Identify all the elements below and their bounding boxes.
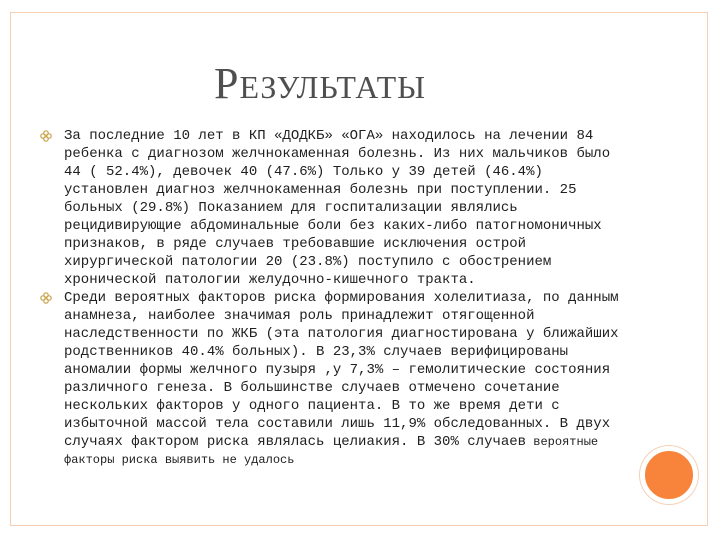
decorative-orange-circle bbox=[640, 446, 698, 504]
slide-title bbox=[0, 58, 640, 109]
bullet-item-1 bbox=[40, 127, 620, 289]
flower-bullet-icon bbox=[40, 130, 52, 142]
flower-bullet-icon bbox=[40, 292, 52, 304]
bullet-text-2-small: вероятные факторы риска выявить не удалось bbox=[64, 435, 599, 467]
bullet-text-1: За последние 10 лет в КП «ДОДКБ» «ОГА» находилось на лечении 84 ребенка с диагнозом желчнокаменная болезнь. Из них мальчиков было 44 ( 52.4%), девочек 40 (47.6%) Только у 39 детей (46.4%) установлен диагноз желчнокаменная болезнь при поступлении. 25 больных (29.8%) Показанием для госпитализации являлись рецидивирующие абдоминальные боли без каких-либо патогномоничных признаков, в ряде случаев требовавшие исключения острой хирургической патологии 20 (23.8%) поступило с обострением хронической патологии желудочно-кишечного тракта. bbox=[64, 128, 611, 288]
title-rest: ЕЗУЛЬТАТЫ bbox=[239, 69, 427, 105]
title-initial: Р bbox=[213, 59, 240, 108]
bullet-item-2 bbox=[40, 289, 620, 469]
slide-content bbox=[40, 127, 620, 469]
bullet-text-2: Среди вероятных факторов риска формирования холелитиаза, по данным анамнеза, наиболее значимая роль принадлежит отягощенной наследственности по ЖКБ (эта патология диагностирована у ближайших родственников 40.4% больных). В 23,3% случаев верифицированы аномалии формы желчного пузыря ,у 7,3% – гемолитические состояния различного генеза. В большинстве случаев отмечено сочетание нескольких факторов у одного пациента. В то же время дети с избыточной массой тела составили лишь 11,9% обследованных. В двух случаях фактором риска являлась целиакия. В 30% случаев bbox=[64, 290, 619, 450]
